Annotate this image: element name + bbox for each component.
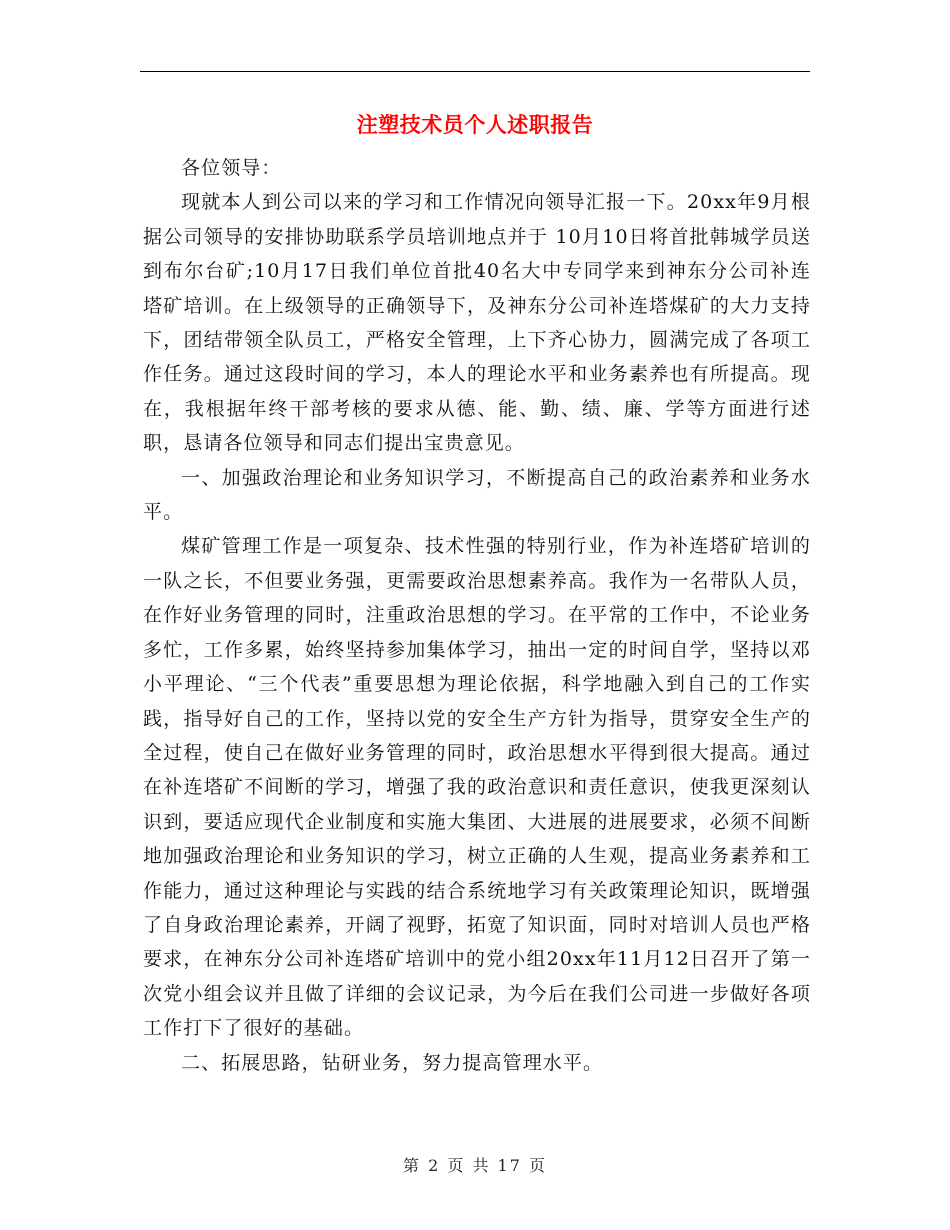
section-heading: 二、拓展思路，钻研业务，努力提高管理水平。	[181, 1051, 604, 1074]
body-paragraph: 煤矿管理工作是一项复杂、技术性强的特别行业，作为补连塔矿培训的一队之长，不但要业务强，更需要政治思想素养高。我作为一名带队人员，在作好业务管理的同时，注重政治思想的学习。在平常的工作中，不论业务多忙，工作多累，始终坚持参加集体学习，抽出一定的时间自学，坚持以邓小平理论、“三个代表”重要思想为理论依据，科学地融入到自己的工作实践，指导好自己的工作，坚持以党的安全生产方针为指导，贯穿安全生产的全过程，使自己在做好业务管理的同时，政治思想水平得到很大提高。通过在补连塔矿不间断的学习，增强了我的政治意识和责任意识，使我更深刻认识到，要适应现代企业制度和实施大集团、大进展的进展要求，必须不间断地加强政治理论和业务知识的学习，树立正确的人生观，提高业务素养和工作能力，通过这种理论与实践的结合系统地学习有关政策理论知识，既增强了自身政治理论素养，开阔了视野，拓宽了知识面，同时对培训人员也严格要求，在神东分公司补连塔矿培训中的党小组20xx年11月12日召开了第一次党小组会议并且做了详细的会议记录，为今后在我们公司进一步做好各项工作打下了很好的基础。	[143, 535, 811, 1040]
page-number-footer: 第 2 页 共 17 页	[403, 1156, 547, 1175]
salutation: 各位领导：	[181, 157, 282, 179]
document-title: 注塑技术员个人述职报告	[356, 112, 594, 137]
document-body	[143, 151, 811, 1080]
section-heading: 一、加强政治理论和业务知识学习，不断提高自己的政治素养和业务水平。	[143, 466, 811, 524]
header-rule	[140, 71, 810, 72]
body-paragraph: 现就本人到公司以来的学习和工作情况向领导汇报一下。20xx年9月根据公司领导的安排协助联系学员培训地点并于 10月10日将首批韩城学员送到布尔台矿;10月17日我们单位首批40名大中专同学来到神东分公司补连塔矿培训。在上级领导的正确领导下，及神东分公司补连塔煤矿的大力支持下，团结带领全队员工，严格安全管理，上下齐心协力，圆满完成了各项工作任务。通过这段时间的学习，本人的理论水平和业务素养也有所提高。现在，我根据年终干部考核的要求从德、能、勤、绩、廉、学等方面进行述职，恳请各位领导和同志们提出宝贵意见。	[143, 191, 811, 455]
